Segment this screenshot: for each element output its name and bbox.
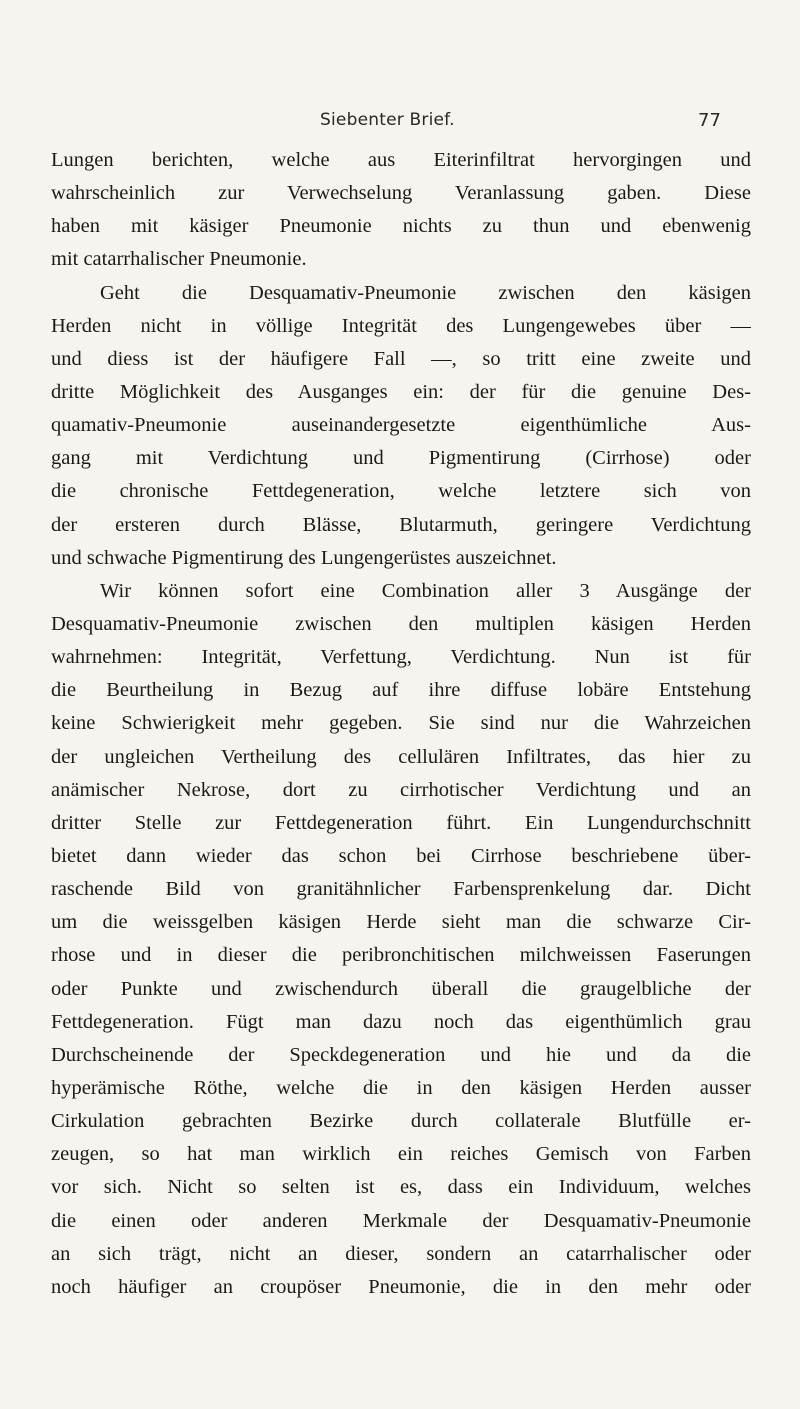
text-line: der ersteren durch Blässe, Blutarmuth, geringere Verdichtung: [51, 513, 751, 536]
body-text: [51, 144, 751, 1304]
text-line: Fettdegeneration. Fügt man dazu noch das eigenthümlich grau: [51, 1010, 751, 1033]
text-line: wahrscheinlich zur Verwechselung Veranlassung gaben. Diese: [51, 182, 751, 205]
text-line: der ungleichen Vertheilung des cellulären Infiltrates, das hier zu: [51, 745, 751, 768]
text-line: die Beurtheilung in Bezug auf ihre diffuse lobäre Entstehung: [51, 679, 751, 702]
text-line: oder Punkte und zwischendurch überall die graugelbliche der: [51, 977, 751, 1000]
running-title: Siebenter Brief.: [320, 110, 455, 130]
text-line: raschende Bild von granitähnlicher Farbensprenkelung dar. Dicht: [51, 878, 751, 901]
text-line: hyperämische Röthe, welche die in den käsigen Herden ausser: [51, 1076, 751, 1099]
text-line: Lungen berichten, welche aus Eiterinfiltrat hervorgingen und: [51, 149, 751, 171]
text-line: dritter Stelle zur Fettdegeneration führt. Ein Lungendurchschnitt: [51, 811, 751, 834]
text-line: Herden nicht in völlige Integrität des Lungengewebes über —: [51, 314, 751, 337]
text-line: anämischer Nekrose, dort zu cirrhotischer Verdichtung und an: [51, 778, 751, 801]
text-line: und schwache Pigmentirung des Lungengerüstes auszeichnet.: [51, 546, 557, 569]
text-line: Geht die Desquamativ-Pneumonie zwischen den käsigen: [100, 281, 751, 304]
text-line: Desquamativ-Pneumonie zwischen den multiplen käsigen Herden: [51, 612, 751, 635]
text-line: noch häufiger an croupöser Pneumonie, die in den mehr oder: [51, 1275, 751, 1298]
text-line: haben mit käsiger Pneumonie nichts zu thun und ebenwenig: [51, 215, 751, 238]
text-line: gang mit Verdichtung und Pigmentirung (Cirrhose) oder: [51, 447, 751, 470]
text-line: die chronische Fettdegeneration, welche letztere sich von: [51, 480, 751, 503]
text-line: zeugen, so hat man wirklich ein reiches Gemisch von Farben: [51, 1143, 751, 1166]
text-line: keine Schwierigkeit mehr gegeben. Sie sind nur die Wahrzeichen: [51, 712, 751, 735]
text-line: wahrnehmen: Integrität, Verfettung, Verdichtung. Nun ist für: [51, 646, 751, 669]
text-line: Durchscheinende der Speckdegeneration und hie und da die: [51, 1043, 751, 1066]
text-line: bietet dann wieder das schon bei Cirrhose beschriebene über-: [51, 844, 751, 867]
text-line: quamativ-Pneumonie auseinandergesetzte eigenthümliche Aus-: [51, 414, 751, 437]
text-line: die einen oder anderen Merkmale der Desquamativ-Pneumonie: [51, 1209, 751, 1232]
text-line: Wir können sofort eine Combination aller 3 Ausgänge der: [100, 579, 751, 602]
text-line: um die weissgelben käsigen Herde sieht man die schwarze Cir-: [51, 911, 751, 934]
text-line: dritte Möglichkeit des Ausganges ein: der für die genuine Des-: [51, 380, 751, 403]
text-line: rhose und in dieser die peribronchitischen milchweissen Faserungen: [51, 944, 751, 967]
text-line: vor sich. Nicht so selten ist es, dass ein Individuum, welches: [51, 1176, 751, 1199]
text-line: und diess ist der häufigere Fall —, so tritt eine zweite und: [51, 347, 751, 370]
text-line: mit catarrhalischer Pneumonie.: [51, 248, 307, 271]
page-number: 77: [698, 110, 721, 131]
text-line: an sich trägt, nicht an dieser, sondern an catarrhalischer oder: [51, 1242, 751, 1265]
text-line: Cirkulation gebrachten Bezirke durch collaterale Blutfülle er-: [51, 1110, 751, 1133]
page-header: [0, 110, 800, 140]
